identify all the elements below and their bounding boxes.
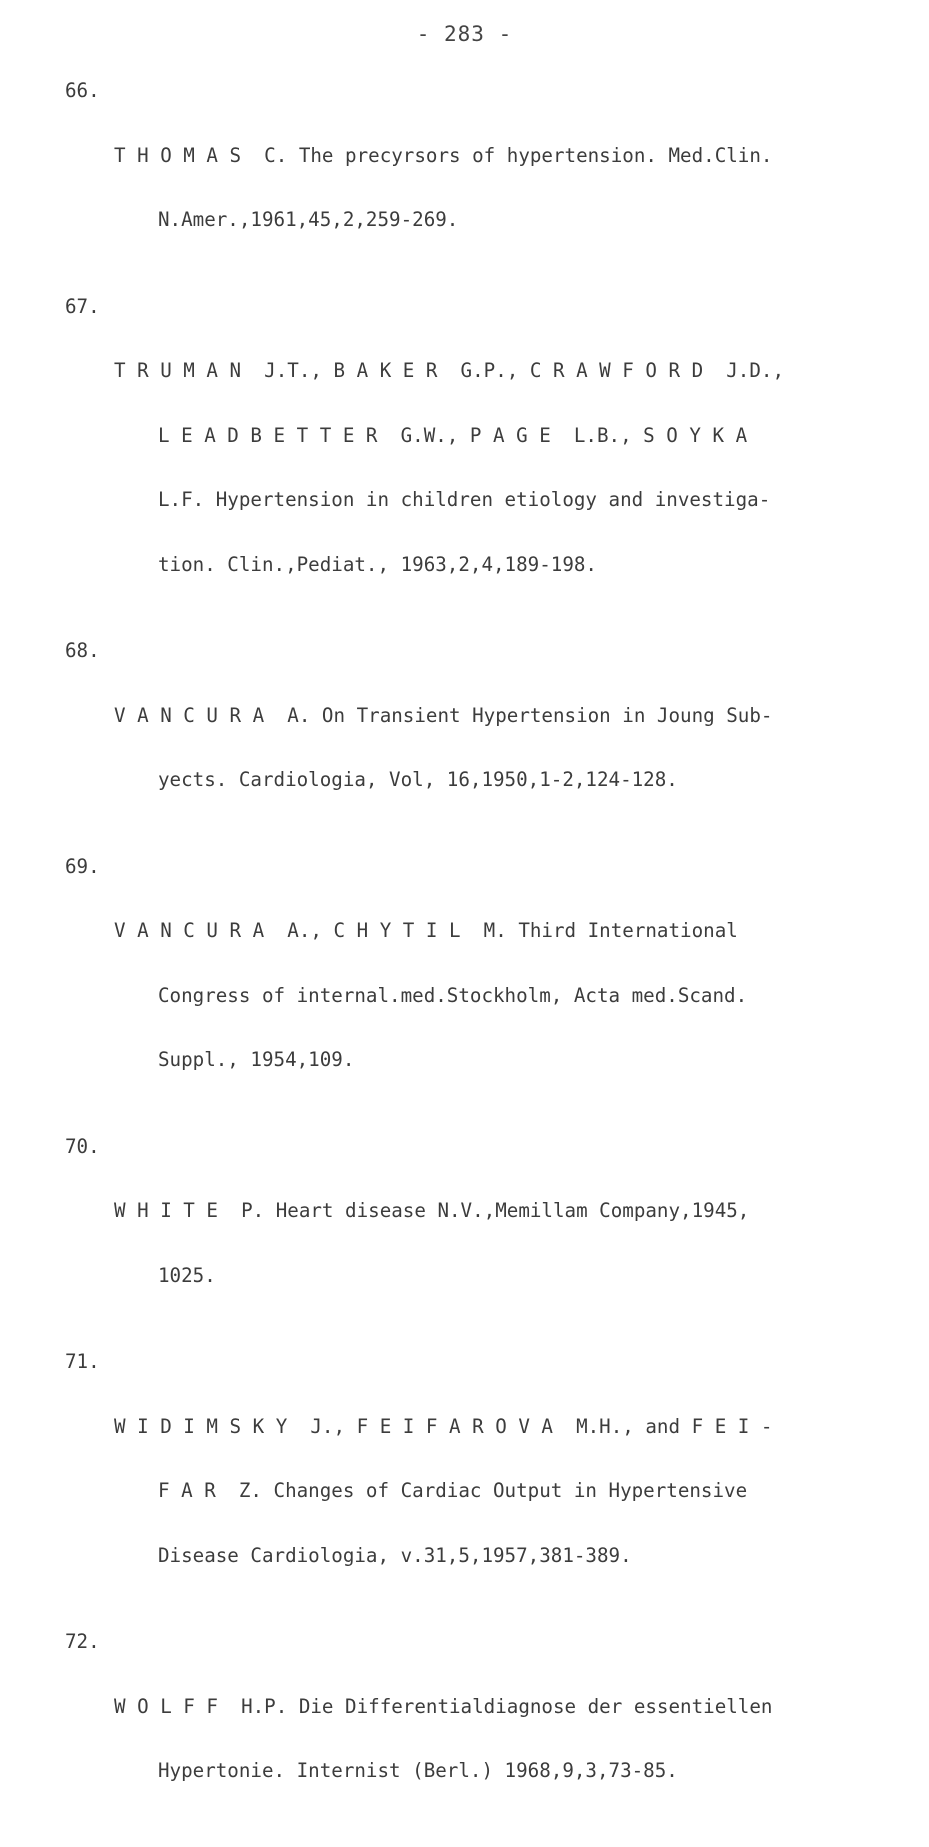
reference-line: tion. Clin.,Pediat., 1963,2,4,189-198. — [158, 552, 597, 576]
reference-line: W O L F F H.P. Die Differentialdiagnose der essentiellen — [114, 1694, 773, 1718]
reference-item — [65, 1136, 895, 1330]
reference-line: V A N C U R A A. On Transient Hypertension in Joung Sub- — [114, 703, 773, 727]
reference-item — [65, 640, 895, 834]
reference-line: W I D I M S K Y J., F E I F A R O V A M.H., and F E I - — [114, 1414, 773, 1438]
reference-line: T R U M A N J.T., B A K E R G.P., C R A W F O R D J.D., — [114, 359, 785, 382]
reference-line: Disease Cardiologia, v.31,5,1957,381-389. — [158, 1543, 632, 1567]
reference-item — [65, 1351, 895, 1609]
reference-item — [65, 80, 895, 274]
reference-number: 67. — [65, 294, 100, 318]
reference-line: yects. Cardiologia, Vol, 16,1950,1-2,124-128. — [158, 768, 678, 791]
reference-number: 66. — [65, 79, 100, 102]
reference-line: Congress of internal.med.Stockholm, Acta med.Scand. — [158, 983, 748, 1007]
reference-line: L E A D B E T T E R G.W., P A G E L.B., S O Y K A — [158, 423, 748, 447]
reference-line: N.Amer.,1961,45,2,259-269. — [158, 208, 459, 231]
reference-list — [65, 80, 895, 1847]
reference-number: 69. — [65, 854, 100, 878]
reference-line: W H I T E P. Heart disease N.V.,Memillam Company,1945, — [114, 1199, 750, 1222]
reference-item — [65, 1631, 895, 1825]
reference-line: L.F. Hypertension in children etiology and investiga- — [158, 488, 771, 511]
reference-line: V A N C U R A A., C H Y T I L M. Third International — [114, 919, 738, 942]
reference-item — [65, 296, 895, 619]
reference-number: 72. — [65, 1630, 100, 1653]
reference-item — [65, 856, 895, 1114]
reference-number: 70. — [65, 1134, 100, 1158]
reference-number: 68. — [65, 639, 100, 662]
page-number: - 283 - — [416, 22, 513, 46]
reference-line: Hypertonie. Internist (Berl.) 1968,9,3,73-85. — [158, 1759, 678, 1782]
reference-line: T H O M A S C. The precyrsors of hypertension. Med.Clin. — [114, 143, 773, 167]
reference-line: 1025. — [158, 1263, 216, 1287]
reference-line: Suppl., 1954,109. — [158, 1048, 355, 1071]
reference-line: F A R Z. Changes of Cardiac Output in Hypertensive — [158, 1479, 748, 1502]
reference-number: 71. — [65, 1350, 100, 1373]
